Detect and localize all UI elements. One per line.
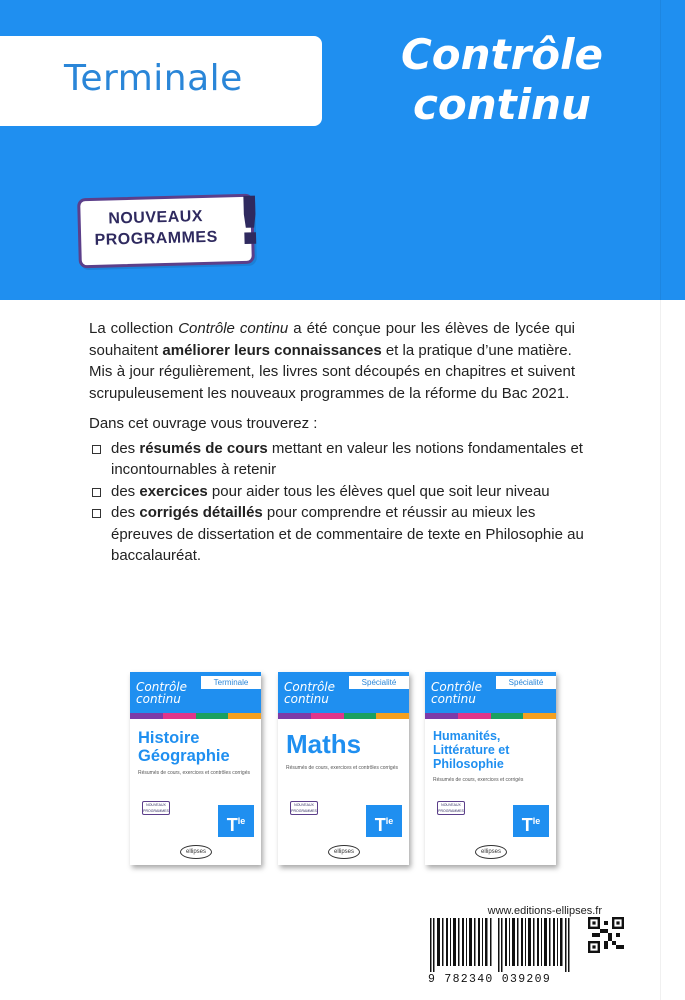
level-label: Terminale xyxy=(64,58,243,99)
book-cover-maths[interactable] xyxy=(278,672,409,865)
book-subject-line-3: Philosophie xyxy=(433,757,504,771)
book-series-line-2: continu xyxy=(431,692,476,706)
book-series xyxy=(431,681,482,705)
checkbox-bullet-icon xyxy=(92,488,101,497)
book-tag: Spécialité xyxy=(496,676,556,689)
book-series xyxy=(136,681,187,705)
book-subject xyxy=(433,729,551,771)
item-pre: des xyxy=(111,504,140,521)
publisher-logo: ellipses xyxy=(180,845,212,859)
book-level xyxy=(366,805,402,837)
book-subject-line-2: Littérature et xyxy=(433,743,510,757)
book-level-letter: T xyxy=(226,815,238,835)
intro-paragraph-2: Mis à jour régulièrement, les livres sont découpés en chapitres et suivent scrupuleusement les nouveaux programmes de la réforme du Bac 2021. xyxy=(89,363,575,402)
book-mini-badge xyxy=(437,801,465,815)
checkbox-bullet-icon xyxy=(92,509,101,518)
book-level-letter: T xyxy=(374,815,386,835)
series-title-line-2: continu xyxy=(413,80,591,129)
book-subject-line-1: Histoire xyxy=(138,729,200,747)
book-subject-line-2: Géographie xyxy=(138,747,230,765)
book-series-line-1: Contrôle xyxy=(136,680,188,694)
mini-badge-line-1: NOUVEAUX xyxy=(146,803,166,807)
book-mini-badge xyxy=(290,801,318,815)
item-pre: des xyxy=(111,439,140,457)
intro-paragraph-1 xyxy=(89,318,575,361)
intro-text-b: a été conçue pour les élèves de lycée qui souhaitent xyxy=(89,320,575,359)
book-cover-histoire-geographie[interactable] xyxy=(130,672,261,865)
book-tagline: Résumés de cours, exercices et contrôles corrigés xyxy=(138,770,250,776)
item-pre: des xyxy=(111,482,140,500)
book-level xyxy=(513,805,549,837)
series-title xyxy=(362,30,642,130)
book-level-letter: T xyxy=(521,815,533,835)
barcode-icon xyxy=(428,918,574,972)
new-programs-badge xyxy=(77,182,266,269)
mini-badge-line-2: PROGRAMMES xyxy=(291,809,317,813)
book-subject-line-1: Humanités, xyxy=(433,729,501,743)
book-panel xyxy=(425,719,556,865)
book-tagline: Résumés de cours, exercices et corrigés xyxy=(433,777,524,783)
isbn-number: 9 782340 039209 xyxy=(428,973,552,986)
publisher-logo: ellipses xyxy=(475,845,507,859)
item-bold: exercices xyxy=(139,482,208,500)
book-subject-line-1: Maths xyxy=(286,729,362,759)
item-bold: résumés de cours xyxy=(139,439,268,457)
book-panel xyxy=(130,719,261,865)
list-item xyxy=(89,502,601,567)
level-label-box xyxy=(0,36,322,126)
book-panel xyxy=(278,719,409,865)
book-series-line-1: Contrôle xyxy=(284,680,336,694)
item-post: pour aider tous les élèves quel que soit leur niveau xyxy=(207,482,550,500)
mini-badge-line-1: NOUVEAUX xyxy=(294,803,314,807)
badge-line-1: NOUVEAUX xyxy=(108,208,204,228)
book-level xyxy=(218,805,254,837)
list-item xyxy=(89,438,601,481)
book-subject xyxy=(286,729,404,759)
publisher-website[interactable]: www.editions-ellipses.fr xyxy=(487,905,602,917)
list-item xyxy=(89,481,601,503)
features-lead: Dans cet ouvrage vous trouverez : xyxy=(89,415,318,432)
book-series-line-1: Contrôle xyxy=(431,680,483,694)
badge-line-2: PROGRAMMES xyxy=(94,228,219,249)
book-cover-humanites[interactable] xyxy=(425,672,556,865)
book-subject xyxy=(138,729,256,765)
series-title-line-1: Contrôle xyxy=(400,30,604,79)
intro-text xyxy=(89,318,575,404)
mini-badge-line-2: PROGRAMMES xyxy=(143,809,169,813)
book-level-sup: le xyxy=(532,816,541,826)
item-post: pour comprendre et réussir au mieux les épreuves de dissertation et de commentaire de texte en Philosophie au baccalauréat. xyxy=(111,504,584,564)
checkbox-bullet-icon xyxy=(92,445,101,454)
features-list xyxy=(89,438,601,567)
book-tag: Spécialité xyxy=(349,676,409,689)
spine-fold xyxy=(660,0,661,1000)
qr-code-icon xyxy=(588,917,624,953)
book-series-line-2: continu xyxy=(284,692,329,706)
book-series xyxy=(284,681,335,705)
book-mini-badge xyxy=(142,801,170,815)
intro-text-a: La collection xyxy=(89,320,179,337)
mini-badge-line-2: PROGRAMMES xyxy=(438,809,464,813)
book-level-sup: le xyxy=(237,816,246,826)
item-post: mettant en valeur les notions fondamentales et incontournables à retenir xyxy=(111,439,583,478)
book-tagline: Résumés de cours, exercices et contrôles corrigés xyxy=(286,765,398,771)
book-level-sup: le xyxy=(385,816,394,826)
features-section xyxy=(89,413,601,567)
intro-text-c: et la pratique d’une matière. xyxy=(381,341,572,359)
exclamation-icon: ! xyxy=(233,182,266,261)
item-bold: corrigés détaillés xyxy=(139,504,263,521)
mini-badge-line-1: NOUVEAUX xyxy=(441,803,461,807)
publisher-logo: ellipses xyxy=(328,845,360,859)
intro-highlight: améliorer leurs connaissances xyxy=(162,341,382,359)
book-series-line-2: continu xyxy=(136,692,181,706)
intro-series-name: Contrôle continu xyxy=(178,320,289,337)
book-tag: Terminale xyxy=(201,676,261,689)
